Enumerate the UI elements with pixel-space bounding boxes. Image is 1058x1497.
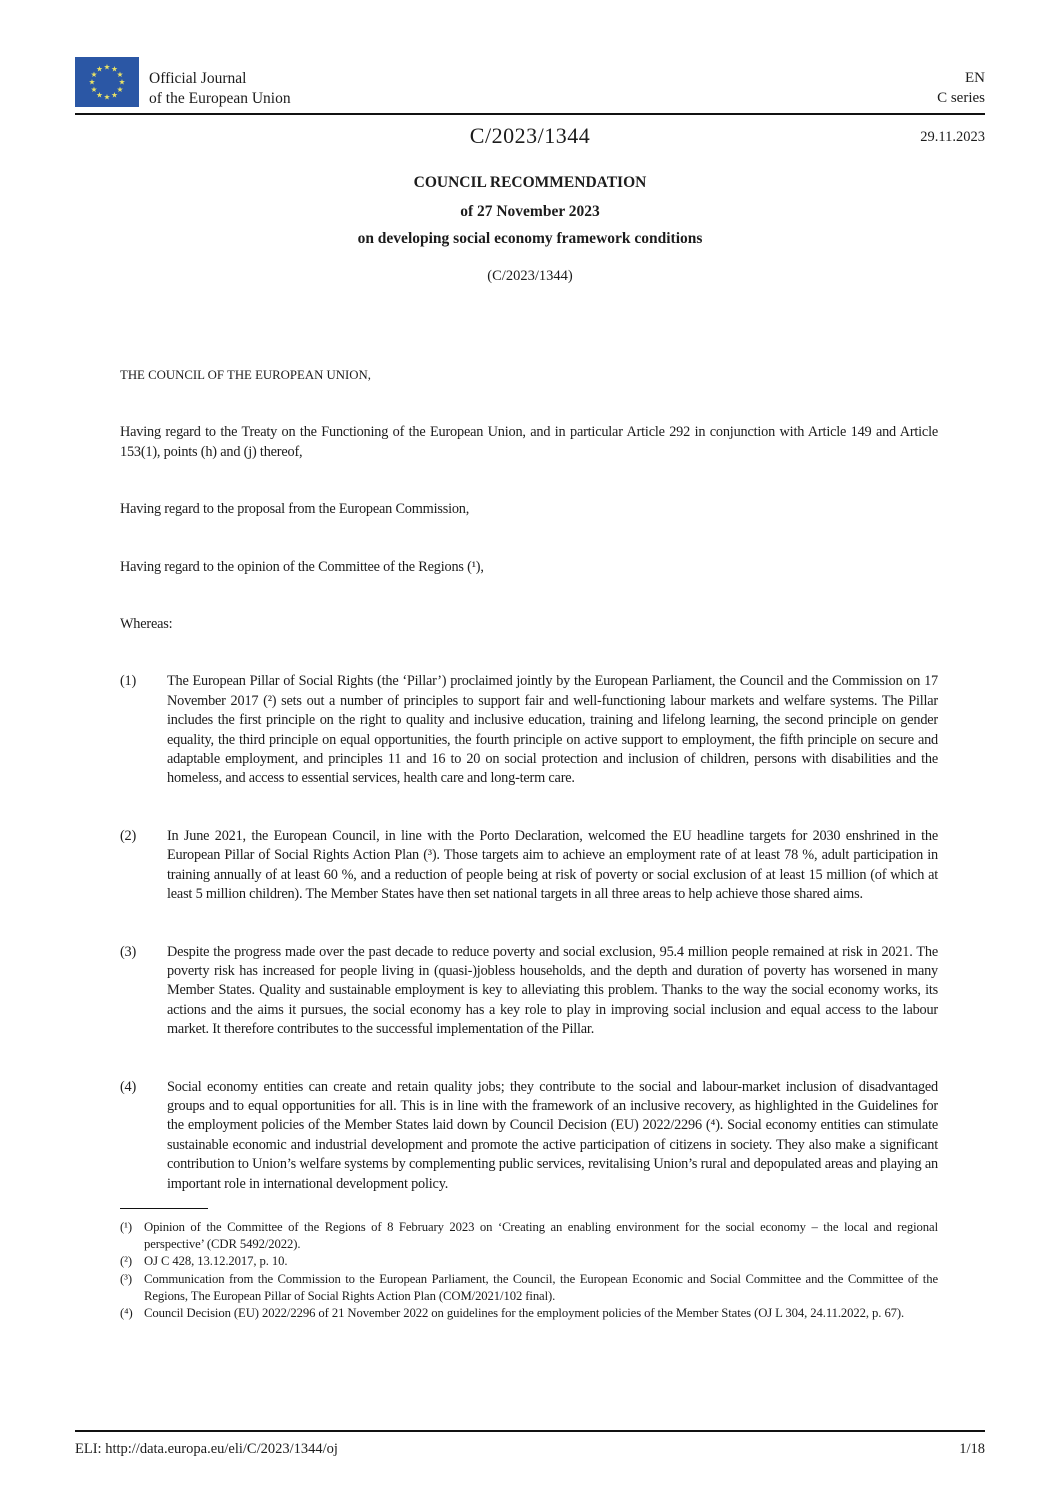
footnote-marker: (²)	[120, 1254, 132, 1269]
journal-title-line2: of the European Union	[149, 89, 291, 107]
citation-opinion: Having regard to the opinion of the Committee of the Regions (¹),	[120, 558, 484, 575]
eu-flag-icon	[75, 57, 139, 107]
footnote-text: Communication from the Commission to the European Parliament, the Council, the European Economic and Social Committee and the Committee of the Regions, The European Pillar of Social Rights Action Plan (COM/2021/102 final).	[144, 1271, 938, 1303]
recital-1	[120, 672, 938, 788]
flag-star: ★	[111, 90, 118, 100]
header	[75, 57, 985, 108]
citation-treaty: Having regard to the Treaty on the Functioning of the European Union, and in particular Article 292 in conjunction with Article 149 and Article 153(1), points (h) and (j) thereof,	[120, 424, 938, 460]
eli-reference: ELI: http://data.europa.eu/eli/C/2023/1344/oj	[75, 1441, 338, 1457]
document-number: C/2023/1344	[469, 123, 591, 148]
footnote-text: OJ C 428, 13.12.2017, p. 10.	[144, 1254, 288, 1269]
whereas-label: Whereas:	[120, 616, 173, 633]
flag-star: ★	[116, 70, 124, 79]
flag-star: ★	[103, 62, 111, 72]
footnote-divider	[120, 1208, 208, 1209]
header-meta	[937, 69, 985, 108]
flag-star: ★	[118, 77, 126, 87]
recital-number: (4)	[120, 1078, 137, 1095]
flag-star: ★	[90, 70, 98, 79]
recital-2	[120, 827, 938, 905]
language-code: EN	[965, 70, 985, 86]
footnote-1	[120, 1219, 938, 1253]
act-reference: (C/2023/1344)	[487, 268, 573, 284]
footnote-2	[120, 1253, 938, 1270]
journal-title-line1: Official Journal	[149, 70, 247, 87]
recital-number: (1)	[120, 673, 137, 690]
footnote-marker: (¹)	[120, 1219, 132, 1234]
header-brand	[75, 57, 291, 108]
page-number: 1/18	[959, 1441, 985, 1457]
recital-text: In June 2021, the European Council, in line with the Porto Declaration, welcomed the EU headline targets for 2030 enshrined in the European Pillar of Social Rights Action Plan (³). Those targets aim to achieve an employment rate of at least 78 %, adult participation in training annually of at least 60 %, and a reduction of people being at risk of poverty or social exclusion of at least 15 million (of which at least 5 million children). The Member States have then set national targets in all three areas to help achieve those shared aims.	[167, 827, 938, 903]
flag-star: ★	[88, 77, 96, 87]
flag-star: ★	[111, 64, 118, 74]
recital-text: Despite the progress made over the past decade to reduce poverty and social exclusion, 95.4 million people remained at risk in 2021. The poverty risk has increased for people living in (quasi-)jobless households, and the depth and duration of poverty has worsened in many Member States. Quality and sustainable employment is key to alleviating this problem. Thanks to the way the social economy works, its actions and the aims it pursues, the social economy has a key role to play in improving social inclusion and equal access to the labour market. It therefore contributes to the successful implementation of the Pillar.	[167, 943, 938, 1038]
flag-star: ★	[96, 64, 103, 74]
flag-star: ★	[116, 85, 124, 94]
footnote-text: Opinion of the Committee of the Regions of 8 February 2023 on ‘Creating an enabling environment for the social economy – the local and regional perspective’ (CDR 5492/2022).	[144, 1219, 938, 1252]
document-body	[120, 366, 938, 1322]
act-subject-line: on developing social economy framework conditions	[357, 230, 703, 247]
recital-number: (3)	[120, 943, 137, 960]
footnote-4	[120, 1305, 938, 1322]
citation-proposal: Having regard to the proposal from the European Commission,	[120, 501, 470, 518]
recital-text: Social economy entities can create and retain quality jobs; they contribute to the social and labour-market inclusion of disadvantaged groups and to equal opportunities for all. This is in line with the framework of an inclusive recovery, as highlighted in the Guidelines for the employment policies of the Member States laid down by Council Decision (EU) 2022/2296 (⁴). Social economy entities can stimulate sustainable economic and industrial development and promote the active participation of citizens in society. They also make a significant contribution to Union’s welfare systems by complementing public services, revitalising Union’s rural and depopulated areas and playing an important role in international development policy.	[167, 1078, 938, 1192]
flag-star: ★	[90, 85, 98, 94]
act-date-line: of 27 November 2023	[460, 203, 600, 220]
document-number-row	[75, 123, 985, 149]
act-type-title: COUNCIL RECOMMENDATION	[413, 174, 647, 191]
footnotes-section	[120, 1208, 938, 1322]
series-label: C series	[937, 89, 985, 106]
preamble-opening: THE COUNCIL OF THE EUROPEAN UNION,	[120, 368, 371, 382]
footnote-text: Council Decision (EU) 2022/2296 of 21 November 2022 on guidelines for the employment policies of the Member States (OJ L 304, 24.11.2022, p. 67).	[144, 1305, 905, 1320]
header-divider	[75, 113, 985, 115]
recital-3	[120, 943, 938, 1040]
publication-date: 29.11.2023	[920, 129, 985, 145]
page-footer	[75, 1430, 985, 1458]
recital-4	[120, 1078, 938, 1194]
recital-text: The European Pillar of Social Rights (the ‘Pillar’) proclaimed jointly by the European Parliament, the Council and the Commission on 17 November 2017 (²) sets out a number of principles to support fair and well-functioning labour markets and welfare systems. The Pillar includes the first principle on the right to quality and inclusive education, training and lifelong learning, the second principle on gender equality, the third principle on equal opportunities, the fourth principle on active support to employment, the fifth principle on secure and adaptable employment, and principles 11 and 16 to 20 on social protection and inclusion of children, persons with disabilities and the homeless, and access to essential services, health care and long-term care.	[167, 673, 938, 787]
flag-star: ★	[96, 90, 103, 100]
footnote-marker: (³)	[120, 1271, 132, 1286]
journal-title	[149, 69, 291, 108]
recital-number: (2)	[120, 827, 137, 844]
footnote-3	[120, 1271, 938, 1305]
footnote-marker: (⁴)	[120, 1305, 133, 1320]
flag-star: ★	[103, 92, 111, 102]
